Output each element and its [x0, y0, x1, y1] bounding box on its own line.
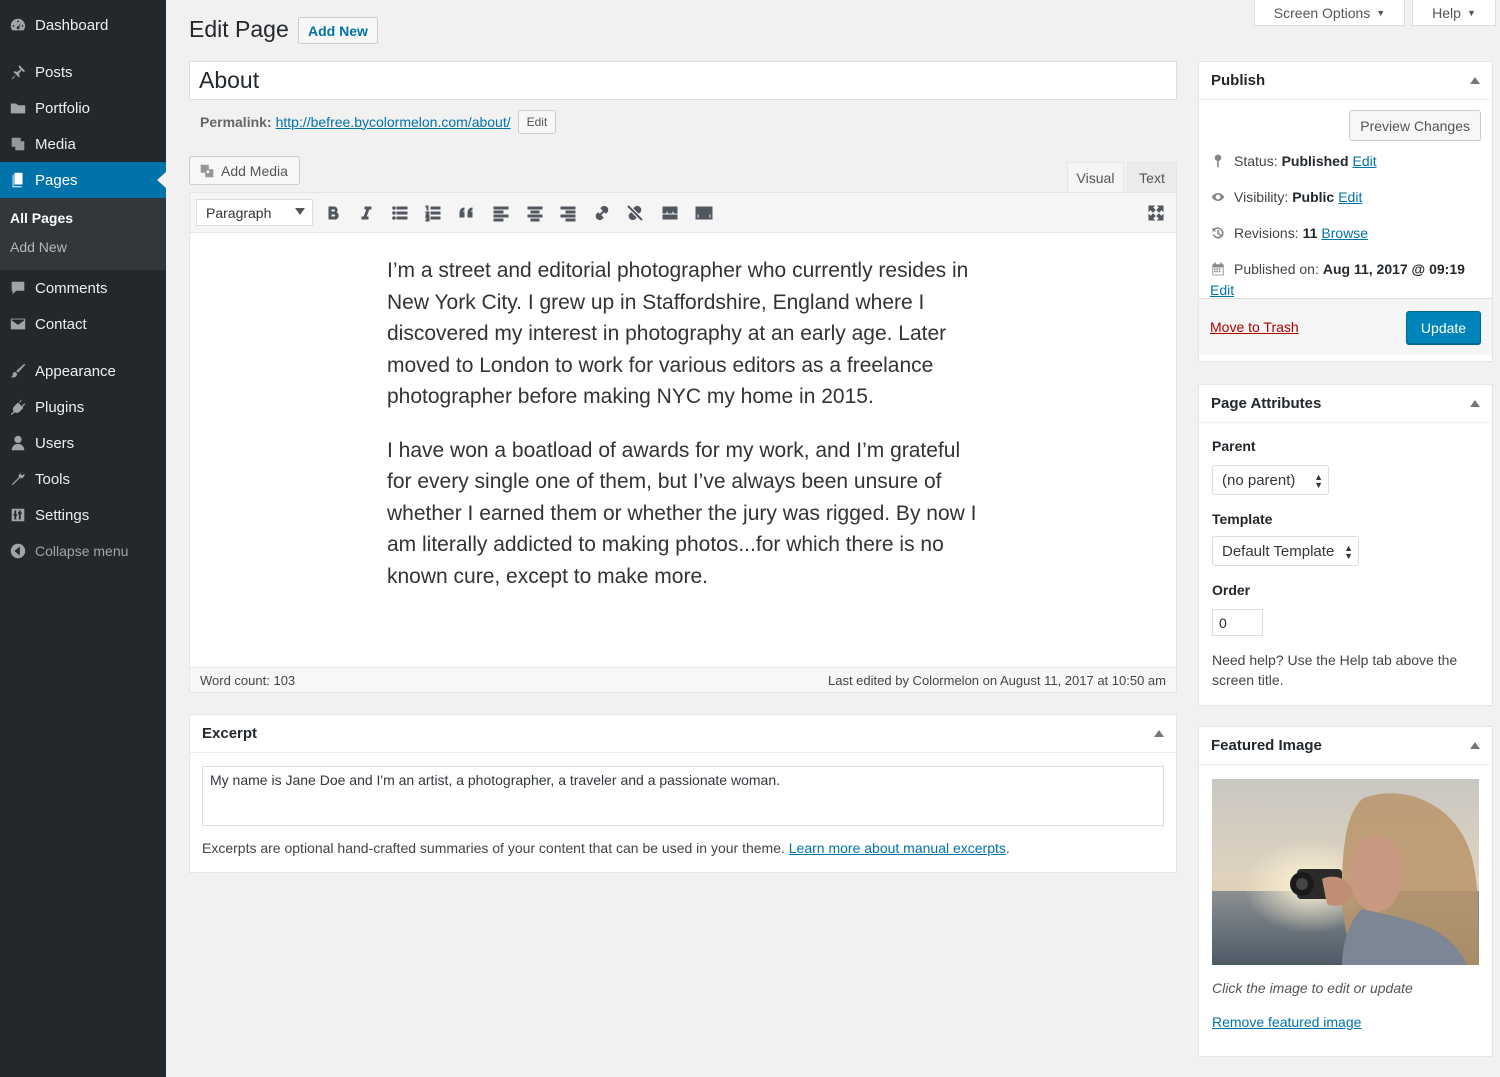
featured-image-thumbnail[interactable] — [1212, 779, 1479, 965]
page-attributes-title: Page Attributes — [1211, 395, 1322, 412]
menu-label: Posts — [35, 63, 73, 81]
history-icon — [1210, 225, 1226, 241]
align-left-button[interactable] — [488, 201, 514, 225]
menu-label: Settings — [35, 506, 90, 524]
caret-down-icon: ▼ — [1376, 7, 1386, 18]
publish-title: Publish — [1211, 72, 1266, 89]
collapse-menu[interactable] — [0, 533, 166, 569]
published-value: Aug 11, 2017 @ 09:19 — [1322, 261, 1465, 277]
chevron-down-icon — [295, 208, 305, 215]
menu-posts[interactable] — [0, 54, 166, 90]
align-left-icon — [491, 203, 511, 223]
page-title: Edit Page — [189, 16, 289, 42]
publish-header[interactable] — [1199, 62, 1492, 100]
dashboard-icon — [0, 16, 35, 34]
editor-toolbar — [190, 193, 1176, 233]
bold-icon — [323, 203, 343, 223]
format-select[interactable] — [196, 199, 313, 226]
wrench-icon — [0, 470, 35, 488]
collapse-toggle-icon[interactable] — [1470, 77, 1480, 84]
align-right-button[interactable] — [555, 201, 581, 225]
pin-icon — [0, 63, 35, 81]
help-toggle[interactable] — [1412, 0, 1496, 26]
featured-photo — [1212, 779, 1479, 965]
publish-box — [1198, 61, 1493, 362]
parent-label: Parent — [1212, 438, 1256, 454]
excerpt-box — [189, 714, 1177, 873]
bold-button[interactable] — [320, 201, 346, 225]
fullscreen-button[interactable] — [1143, 201, 1169, 225]
numbered-list-icon — [423, 203, 443, 223]
collapse-toggle-icon[interactable] — [1470, 742, 1480, 749]
link-icon — [592, 203, 612, 223]
caret-down-icon: ▼ — [1466, 7, 1476, 18]
page-attributes-box — [1198, 384, 1493, 706]
admin-sidebar — [0, 0, 166, 1077]
user-icon — [0, 434, 35, 452]
insert-link-button[interactable] — [589, 201, 615, 225]
featured-image-caption: Click the image to edit or update — [1212, 980, 1413, 996]
template-select-value: Default Template — [1222, 542, 1335, 560]
screen-options-toggle[interactable] — [1254, 0, 1405, 26]
visibility-value: Public — [1292, 189, 1335, 205]
collapse-toggle-icon[interactable] — [1470, 400, 1480, 407]
brush-icon — [0, 362, 35, 380]
revisions-label: Revisions: — [1234, 225, 1299, 241]
parent-select-value: (no parent) — [1222, 471, 1296, 489]
featured-image-box — [1198, 726, 1493, 1057]
italic-button[interactable] — [353, 201, 379, 225]
update-button[interactable]: Update — [1406, 311, 1481, 344]
post-title-input[interactable]: About — [189, 61, 1177, 100]
menu-dashboard[interactable] — [0, 7, 166, 43]
preview-changes-button[interactable]: Preview Changes — [1349, 110, 1481, 141]
menu-label: Plugins — [35, 398, 85, 416]
menu-label: Comments — [35, 279, 108, 297]
bulleted-list-button[interactable] — [387, 201, 413, 225]
toolbar-toggle-button[interactable] — [691, 201, 717, 225]
content-paragraph: I’m a street and editorial photographer who currently resides in New York City. I grew up in Staffordshire, England where I discovered my interest in photography at an early age. Later moved to London to work for various editors as a freelance photographer before making NYC my home in 2015. — [387, 259, 969, 408]
status-row — [1210, 153, 1377, 169]
excerpt-help-text — [202, 840, 1010, 856]
collapse-label: Collapse menu — [35, 543, 129, 559]
excerpt-help-body: Excerpts are optional hand-crafted summaries of your content that can be used in your theme. — [202, 840, 785, 856]
italic-icon — [356, 203, 376, 223]
remove-link-button[interactable] — [622, 201, 648, 225]
excerpt-header[interactable] — [190, 715, 1176, 753]
add-media-icon — [198, 162, 216, 180]
pin-icon — [1210, 153, 1226, 169]
excerpt-learn-more-link[interactable]: Learn more about manual excerpts — [788, 840, 1006, 856]
keyboard-icon — [694, 203, 714, 223]
blockquote-icon — [457, 203, 477, 223]
add-media-label: Add Media — [221, 162, 288, 179]
template-select[interactable] — [1212, 536, 1359, 566]
menu-media[interactable] — [0, 126, 166, 162]
featured-image-title: Featured Image — [1211, 737, 1322, 754]
align-right-icon — [558, 203, 578, 223]
revisions-browse-link[interactable]: Browse — [1321, 225, 1369, 241]
menu-tools[interactable] — [0, 461, 166, 497]
visibility-row — [1210, 189, 1362, 205]
format-select-value: Paragraph — [206, 204, 272, 221]
order-input[interactable]: 0 — [1212, 609, 1263, 636]
align-center-button[interactable] — [522, 201, 548, 225]
permalink-edit-button[interactable]: Edit — [518, 110, 557, 134]
read-more-button[interactable] — [657, 201, 683, 225]
word-count: Word count: 103 — [200, 672, 296, 688]
template-label: Template — [1212, 511, 1273, 527]
parent-select[interactable] — [1212, 465, 1329, 495]
excerpt-textarea[interactable]: My name is Jane Doe and I'm an artist, a photographer, a traveler and a passionate woman. — [202, 766, 1164, 826]
blockquote-button[interactable] — [454, 201, 480, 225]
menu-label: Tools — [35, 470, 71, 488]
excerpt-title: Excerpt — [202, 725, 258, 742]
menu-label: Contact — [35, 315, 87, 333]
select-arrows-icon: ▲ ▼ — [1314, 472, 1323, 490]
menu-label: Pages — [35, 171, 78, 189]
select-arrows-icon: ▲ ▼ — [1344, 543, 1353, 561]
eye-icon — [1210, 189, 1226, 205]
move-to-trash-link[interactable]: Move to Trash — [1210, 319, 1299, 335]
content-paragraph: I have won a boatload of awards for my work, and I’m grateful for every single one of them, but I’ve always been unsure of whether I earned them or whether the jury was rigged. By now I am literally addicted to making photos...for which there is no known cure, except to make more. — [387, 438, 977, 588]
menu-label: Portfolio — [35, 99, 91, 117]
permalink-link[interactable]: http://befree.bycolormelon.com/about/ — [275, 113, 511, 130]
collapse-icon — [0, 542, 35, 560]
revisions-row — [1210, 225, 1368, 241]
menu-appearance[interactable] — [0, 353, 166, 389]
read-more-icon — [660, 203, 680, 223]
plug-icon — [0, 398, 35, 416]
add-media-button[interactable] — [189, 156, 300, 185]
pages-submenu — [0, 198, 166, 270]
mail-icon — [0, 315, 35, 333]
published-edit-link[interactable]: Edit — [1210, 282, 1235, 298]
permalink-row — [200, 109, 556, 134]
menu-label: Appearance — [35, 362, 116, 380]
editor-content[interactable] — [387, 255, 977, 614]
page-attributes-header[interactable] — [1199, 385, 1492, 423]
settings-icon — [0, 506, 35, 524]
menu-portfolio[interactable] — [0, 90, 166, 126]
publish-actions — [1199, 298, 1492, 355]
excerpt-help-end: . — [1005, 840, 1010, 856]
status-edit-link[interactable]: Edit — [1352, 153, 1377, 169]
numbered-list-button[interactable] — [420, 201, 446, 225]
published-label: Published on: — [1234, 261, 1319, 277]
page-icon — [0, 171, 35, 189]
status-value: Published — [1281, 153, 1349, 169]
fullscreen-icon — [1146, 203, 1166, 223]
menu-pages[interactable] — [0, 162, 166, 198]
folder-icon — [0, 99, 35, 117]
comment-icon — [0, 279, 35, 297]
editor-status-bar — [190, 667, 1176, 692]
visibility-edit-link[interactable]: Edit — [1338, 189, 1363, 205]
align-center-icon — [525, 203, 545, 223]
unlink-icon — [625, 203, 645, 223]
menu-label: Users — [35, 434, 75, 452]
page-attributes-help: Need help? Use the Help tab above the screen title. — [1212, 652, 1458, 688]
screen-options-label: Screen Options — [1273, 4, 1371, 21]
media-icon — [0, 135, 35, 153]
submenu-all-pages[interactable]: All Pages — [10, 210, 74, 226]
tab-visual[interactable]: Visual — [1067, 162, 1124, 192]
tab-text[interactable]: Text — [1127, 162, 1177, 192]
visibility-label: Visibility: — [1234, 189, 1289, 205]
order-label: Order — [1212, 582, 1251, 598]
menu-label: Media — [35, 135, 76, 153]
menu-comments[interactable] — [0, 270, 166, 306]
bulleted-list-icon — [390, 203, 410, 223]
menu-label: Dashboard — [35, 16, 109, 34]
help-label: Help — [1432, 4, 1461, 21]
menu-users[interactable] — [0, 425, 166, 461]
status-label: Status: — [1234, 153, 1278, 169]
published-on-row — [1210, 261, 1465, 277]
revisions-value: 11 — [1302, 225, 1318, 241]
calendar-icon — [1210, 261, 1226, 277]
featured-image-header[interactable] — [1199, 727, 1492, 765]
submenu-add-new[interactable]: Add New — [10, 239, 67, 255]
remove-featured-image-link[interactable]: Remove featured image — [1212, 1014, 1362, 1030]
last-edited: Last edited by Colormelon on August 11, 2017 at 10:50 am — [828, 672, 1166, 688]
menu-contact[interactable] — [0, 306, 166, 342]
add-new-button[interactable]: Add New — [298, 17, 378, 44]
menu-plugins[interactable] — [0, 389, 166, 425]
permalink-label: Permalink: — [200, 113, 272, 130]
collapse-toggle-icon[interactable] — [1154, 730, 1164, 737]
editor-container — [189, 192, 1177, 693]
menu-settings[interactable] — [0, 497, 166, 533]
